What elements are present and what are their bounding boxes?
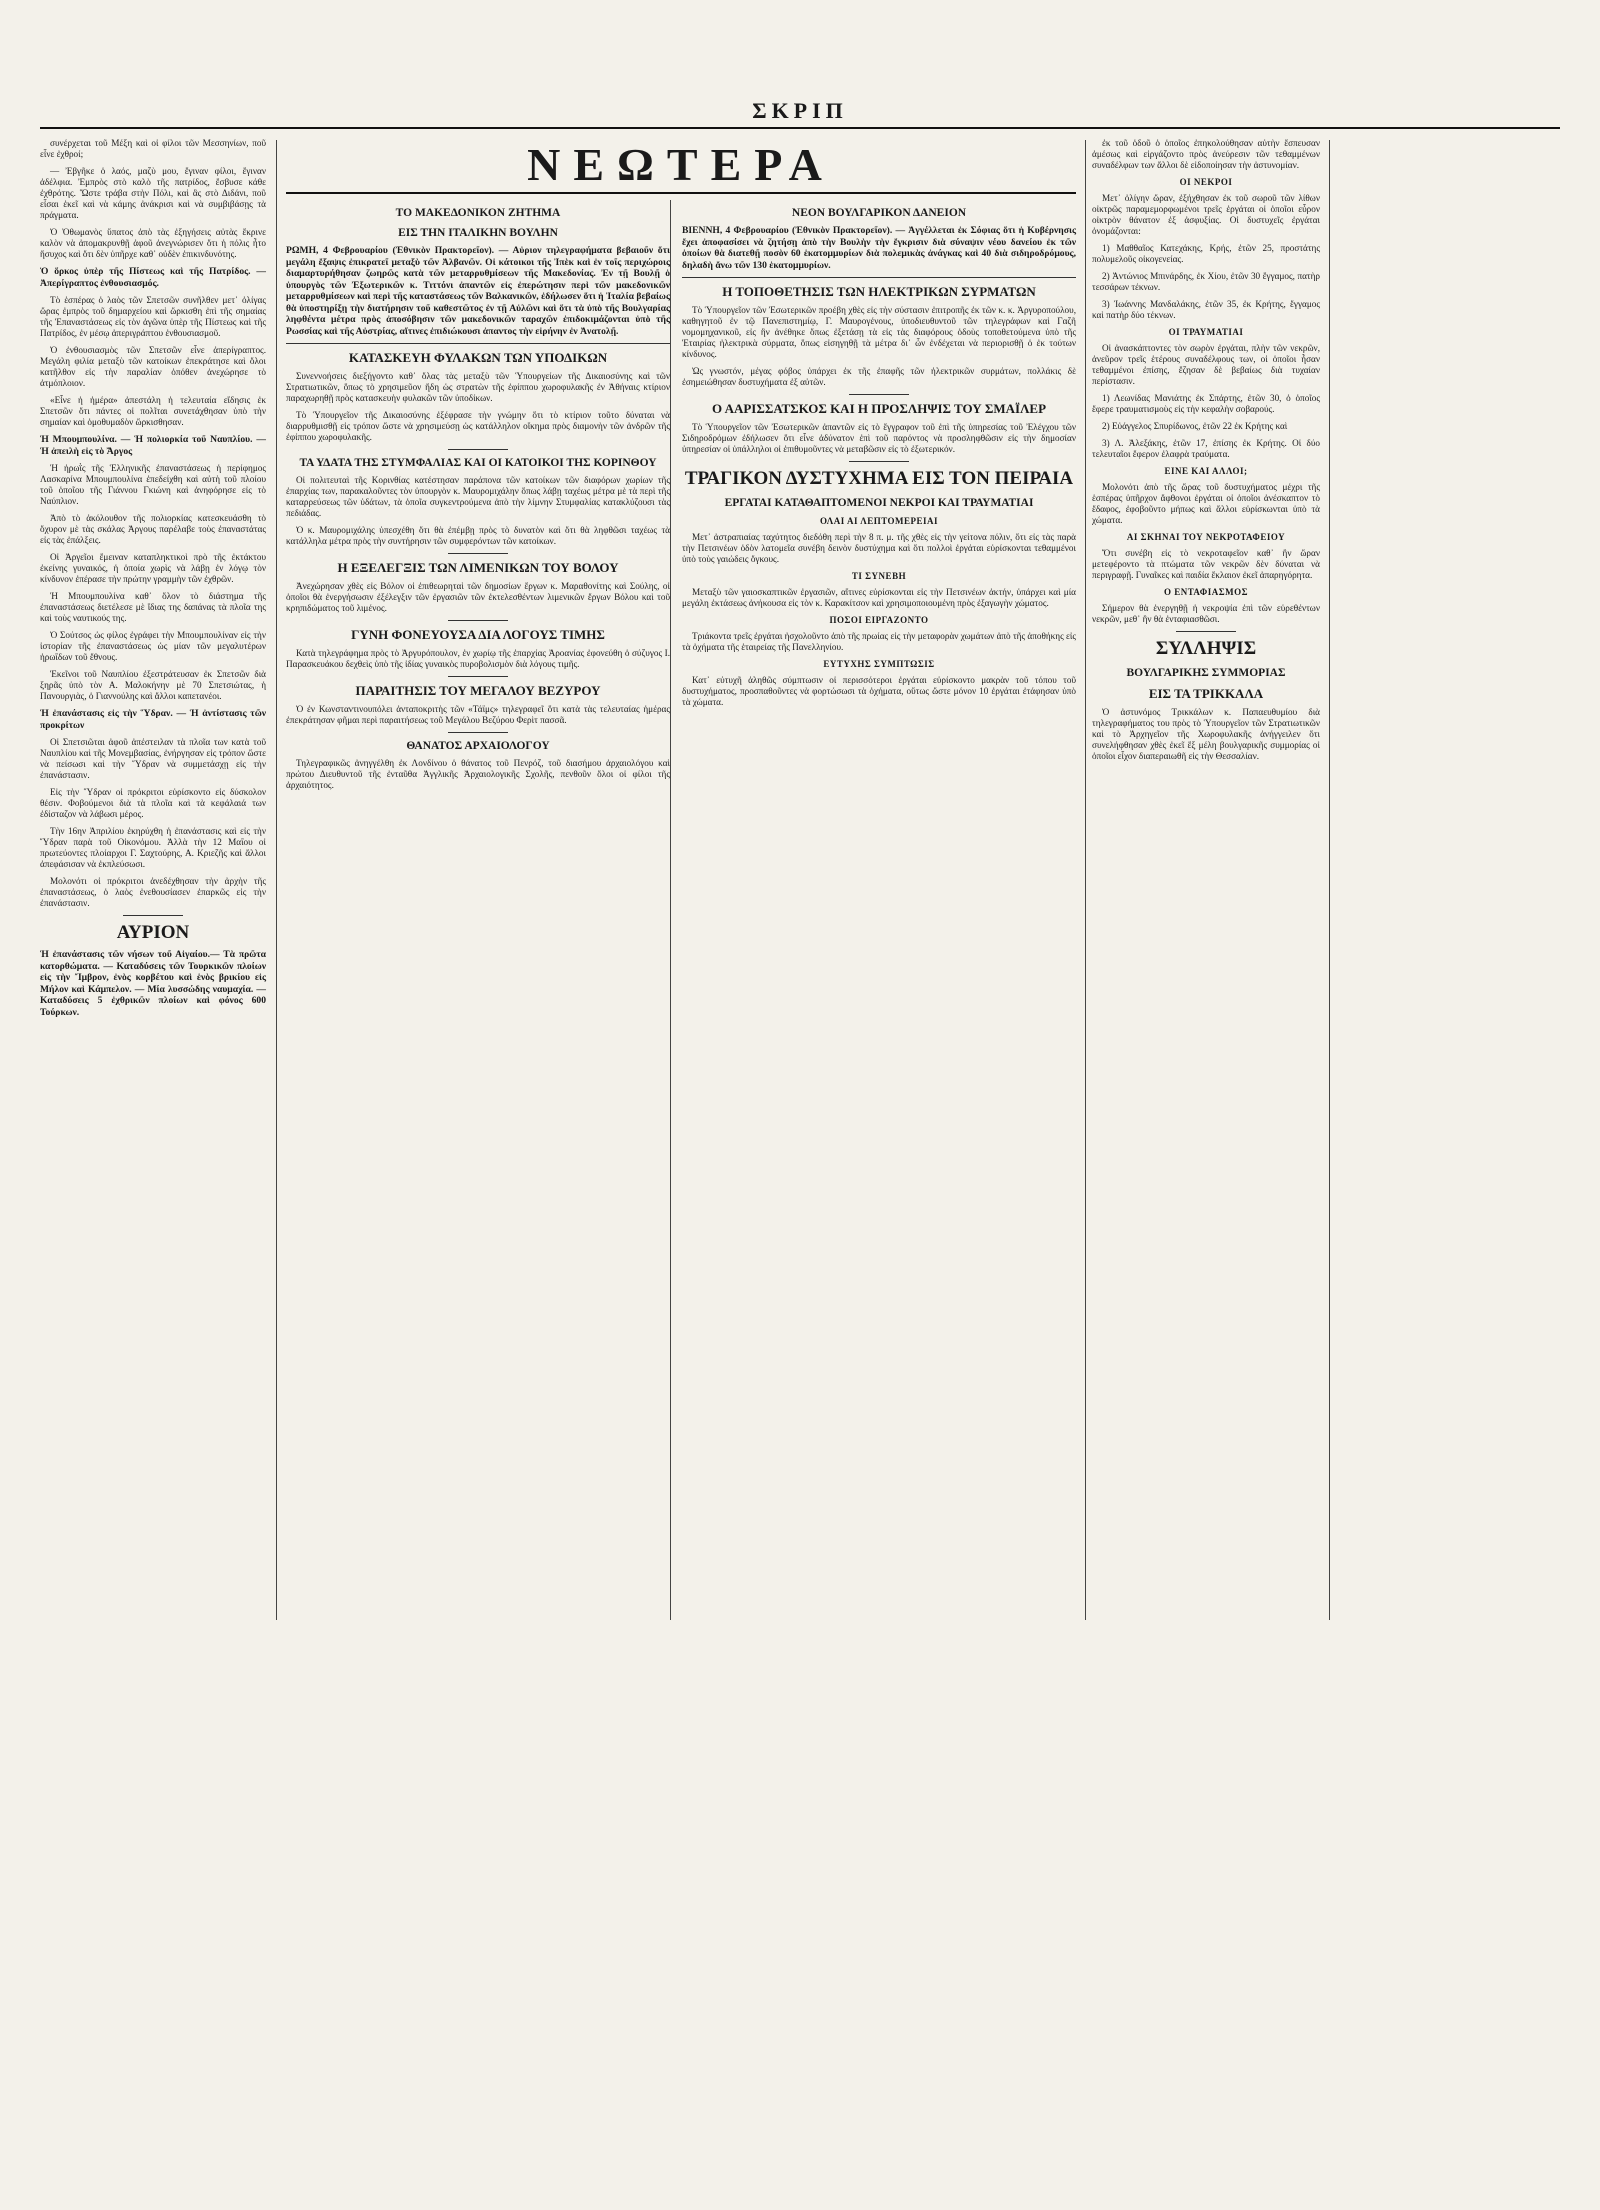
masthead bbox=[40, 98, 1560, 128]
article-paragraph: Μετ᾽ ἀστραπιαίας ταχύτητος διεδόθη περὶ τὴν 8 π. μ. τῆς χθὲς εἰς τὴν γείτονα πόλιν, ὅτι εἰς τὰς παρὰ τὴν Πετσινέων ὁδὸν λατομεῖα συνέβη δεινὸν δυστύχημα καὶ ὅτι πολλοὶ ἐργάται εὑρίσκονται τεθαμμένοι ὑπὸ τοὺς γαιώδεις ὄγκους. bbox=[682, 532, 1076, 564]
article-paragraph: Τηλεγραφικῶς ἀνηγγέλθη ἐκ Λονδίνου ὁ θάνατος τοῦ Πενρόζ, τοῦ διασήμου ἀρχαιολόγου καὶ πρώτου Διευθυντοῦ τῆς ἐνταῦθα Ἀγγλικῆς Ἀρχαιολογικῆς Σχολῆς, πενθοῦν ὅλοι οἱ φίλοι τῆς ἀρχαιότητος. bbox=[286, 758, 670, 790]
headline: ΤΙ ΣΥΝΕΒΗ bbox=[851, 571, 907, 581]
article-paragraph: Μολονότι οἱ πρόκριτοι ἀνεδέχθησαν τὴν ἀρχὴν τῆς ἐπαναστάσεως, ὁ λαὸς ἐνεθουσίασεν ἐπαρκῶς εἰς τὴν ἐπανάστασιν. bbox=[40, 876, 266, 908]
tomorrow-heading: ΑΥΡΙΟΝ bbox=[116, 922, 190, 943]
headline: ΕΡΓΑΤΑΙ ΚΑΤΑΘΑΠΤΟΜΕΝΟΙ ΝΕΚΡΟΙ ΚΑΙ ΤΡΑΥΜΑΤΙΑΙ bbox=[724, 497, 1034, 509]
section-divider bbox=[682, 277, 1076, 278]
headline: ΠΟΣΟΙ ΕΙΡΓΑΖΟΝΤΟ bbox=[829, 615, 929, 625]
article-paragraph: Ὅτι συνέβη εἰς τὸ νεκροταφεῖον καθ᾽ ἣν ὥραν μετεφέροντο τὰ πτώματα τῶν νεκρῶν δὲν δύναται νὰ περιγραφῇ. Γυναῖκες καὶ παιδία ἔκλαιον ἐκεῖ ἀπαρηγόρητα. bbox=[1092, 548, 1320, 580]
neotera-section bbox=[286, 138, 1076, 790]
article-paragraph: Ὁ κ. Μαυρομιχάλης ὑπεσχέθη ὅτι θὰ ἐπέμβῃ πρὸς τὸ δυνατὸν καὶ ὅτι θὰ ληφθῶσι ταχέως τὰ κατάλληλα μέτρα πρὸς τὴν συντήρησιν τῶν συμφερόντων τῶν κατοίκων. bbox=[286, 525, 670, 546]
article-paragraph: Ὁ ἀστυνόμος Τρικκάλων κ. Παπαευθυμίου διὰ τηλεγραφήματος του πρὸς τὸ Ὑπουργεῖον τῶν Στρατιωτικῶν καὶ τὸ Ἀρχηγεῖον τῆς Χωροφυλακῆς ἀνήγγειλεν ὅτι συνελήφθησαν χθὲς ἐκεῖ ἕξ μέλη βουλγαρικῆς συμμορίας οἱ ὁποῖοι εἶχον διαπεραιωθῆ εἰς τὴν Θεσσαλίαν. bbox=[1092, 707, 1320, 761]
article-paragraph: Ἐκεῖνοι τοῦ Ναυπλίου ἐξεστράτευσαν ἐκ Σπετσῶν διὰ ξηρᾶς ὑπὸ τὸν Α. Μαλοκήνην μὲ 70 Σπετσιώτας, ἡ Πανουργιὰς, ὁ Γιαννούλης καὶ ἄλλοι καπετανέοι. bbox=[40, 669, 266, 701]
telegram-lead: ΡΩΜΗ, 4 Φεβρουαρίου (Ἐθνικὸν Πρακτορεῖον). — Αὐριον τηλεγραφήματα βεβαιοῦν ὅτι μεγάλη ἔξαψις ἐπικρατεῖ μεταξὺ τῶν Ἀλβανῶν. Οἱ κάτοικοι τῆς Ἰπὲκ καὶ ἐν τοῖς περιχώροις διαμαρτυρήθησαν ζωηρῶς κατὰ τῶν μεταρρυθμίσεων τῆς Μακεδονίας. Ἐν τῇ Βουλῇ ὁ ὑπουργὸς τῶν Ἐξωτερικῶν κ. Τιττόνι ἀπαντῶν εἰς ἐπερώτησιν περὶ τῶν μακεδονικῶν μεταρρυθμίσεων καὶ περὶ τῆς καταστάσεως τῶν Βαλκανικῶν, ἐδήλωσεν ὅτι ἡ Ἰταλία βεβαίως θὰ ὑποστηρίξῃ τὴν διατήρησιν τοῦ καθεστῶτος ἐν τῇ Αὐλῶνι καὶ ὅτι τὰ ὑπὸ τῆς Βουλγαρίας ληφθέντα μέτρα πρὸς ἀποσόβησιν τῶν μακεδονικῶν ταραχῶν ἐπιδοκιμάζονται ὑπὸ τῆς Ρωσσίας καὶ τῆς Αὐστρίας, αἵτινες ἐπιδιώκουσι ἀπαντος τὴν εἰρήνην ἐν Ἀνατολῇ. bbox=[286, 245, 670, 337]
section-divider bbox=[448, 449, 508, 450]
article-paragraph: Τὴν 16ην Ἀπριλίου ἐκηρύχθη ἡ ἐπανάστασις καὶ εἰς τὴν Ὕδραν παρὰ τοῦ Οἰκονόμου. Ἀλλὰ τὴν 12 Μαΐου οἱ πρωτεύοντες πλοίαρχοι Γ. Σαχτούρης, Α. Κριεζῆς καὶ ἄλλοι ἀπεφάσισαν νὰ ἐκπλεύσωσι. bbox=[40, 826, 266, 869]
column-rule bbox=[670, 200, 671, 1620]
headline: Ο ΕΝΤΑΦΙΑΣΜΟΣ bbox=[1164, 587, 1248, 597]
headline: ΕΙΝΕ ΚΑΙ ΑΛΛΟΙ; bbox=[1164, 466, 1248, 476]
article-paragraph: Ἡ Μπουμπουλίνα καθ᾽ ὅλον τὸ διάστημα τῆς ἐπαναστάσεως διετέλεσε μὲ ἴδιας της δαπάνας τὰ πλοῖα της καὶ τοὺς ναυτικούς της. bbox=[40, 591, 266, 623]
headline: Η ΕΞΕΛΕΓΞΙΣ ΤΩΝ ΛΙΜΕΝΙΚΩΝ ΤΟΥ ΒΟΛΟΥ bbox=[337, 560, 619, 575]
masthead-title: ΣΚΡΙΠ bbox=[752, 98, 848, 123]
headline: ΕΙΣ ΤΗΝ ΙΤΑΛΙΚΗΝ ΒΟΥΛΗΝ bbox=[398, 227, 558, 239]
headline: ΟΙ ΝΕΚΡΟΙ bbox=[1179, 177, 1233, 187]
headline: ΟΙ ΤΡΑΥΜΑΤΙΑΙ bbox=[1168, 327, 1244, 337]
list-item: 1) Λεωνίδας Μανιάτης ἐκ Σπάρτης, ἐτῶν 30, ὁ ὁποῖος ἔφερε τραυματισμοὺς εἰς τὴν κεφαλὴν σοβαρούς. bbox=[1092, 393, 1320, 414]
article-paragraph: ἐκ τοῦ ὁδοῦ ὁ ὁποῖος ἐπηκολούθησαν αὐτὴν ἔσπευσαν ἀμέσως καὶ εἰργάζοντο πρὸς ἀνεύρεσιν τῶν τεθαμμένων συναδέλφων των ἄλλοι δὲ εἰδοποίησαν τὴν ἀστυνομίαν. bbox=[1092, 138, 1320, 170]
list-item: 1) Μαθθαῖος Κατεχάκης, Κρής, ἐτῶν 25, προστάτης πολυμελοῦς οἰκογενείας. bbox=[1092, 243, 1320, 264]
headline: Ο ΑΑΡΙΣΣΑΤΣΚΟΣ ΚΑΙ Η ΠΡΟΣΛΗΨΙΣ ΤΟΥ ΣΜΑΪΛΕΡ bbox=[711, 401, 1047, 416]
column-1 bbox=[40, 138, 266, 1024]
article-paragraph: Ὁ ἐνθουσιασμὸς τῶν Σπετσῶν εἶνε ἀπερίγραπτος. Μεγάλη φιλία μεταξὺ τῶν κατοίκων ἐπεκράτησε καὶ ὅλοι κατῆλθον εἰς τὴν παραλίαν ὁπόθεν ἀνεχώρησε τὸ ἀτμόπλοιον. bbox=[40, 345, 266, 388]
article-paragraph: Συνεννοήσεις διεξήγοντο καθ᾽ ὅλας τὰς μεταξὺ τῶν Ὑπουργείων τῆς Δικαιοσύνης καὶ τῶν Στρατιωτικῶν, ὅπως τὸ χρησιμεῦον ἤδη ὡς στρατὼν τῆς ἐφίππου χωροφυλακῆς ἐν Ἀθήναις κτίριον παραχωρηθῇ πρὸς κατασκευὴν φυλακῶν τῶν ὑποδίκων. bbox=[286, 371, 670, 403]
article-paragraph: Τὸ Ὑπουργεῖον τῶν Ἐσωτερικῶν ἀπαντῶν εἰς τὸ ἔγγραφον τοῦ ἐπὶ τῆς ὑπηρεσίας τοῦ Ἐλέγχου τῶν Σιδηροδρόμων ἐδήλωσεν ὅτι εἶνε ἀδύνατον ἐπὶ τοῦ παρόντος νὰ προσληφθῶσιν εἰς τὴν δημοσίαν ὑπηρεσίαν οἱ ὑπάλληλοι οἱ ἐπιθυμοῦντες νὰ μεταβῶσιν εἰς τὸ ἐξωτερικόν. bbox=[682, 422, 1076, 454]
headline: ΤΑ ΥΔΑΤΑ ΤΗΣ ΣΤΥΜΦΑΛΙΑΣ ΚΑΙ ΟΙ ΚΑΤΟΙΚΟΙ ΤΗΣ ΚΟΡΙΝΘΟΥ bbox=[299, 457, 657, 469]
tomorrow-teaser: Ἡ ἐπανάστασις τῶν νήσων τοῦ Αἰγαίου.— Τὰ πρῶτα κατορθώματα. — Καταδύσεις τῶν Τουρκικῶν πλοίων εἰς τὴν Ἴμβρον, ἐνὸς κορβέτου καὶ ἑνὸς βρικίου εἰς Μήλον καὶ Κάμπελον. — Μία λυσσώδης ναυμαχία. — Καταδύσεις 5 ἐχθρικῶν πλοίων καὶ φόνος 600 Τούρκων. bbox=[40, 949, 266, 1018]
section-divider bbox=[286, 343, 670, 344]
column-rule bbox=[276, 140, 277, 1620]
masthead-rule bbox=[40, 127, 1560, 129]
article-paragraph: Τὸ ἑσπέρας ὁ λαὸς τῶν Σπετσῶν συνῆλθεν μετ᾽ ὀλίγας ὥρας ἐμπρὸς τοῦ δημαρχείου καὶ ὥρκισθη ἐπὶ τῆς σημαίας τῆς Ἐπαναστάσεως εἰς τὸν ἀγῶνα ὑπὲρ τῆς Πίστεως καὶ τῆς Πατρίδος, ἐν μέσῳ ἀπεριγράπτου ἐνθουσιασμοῦ. bbox=[40, 295, 266, 338]
article-paragraph: Μεταξὺ τῶν γαιοσκαπτικῶν ἐργασιῶν, αἵτινες εὑρίσκονται εἰς τὴν Πετσινέων ἀκτήν, ὑπάρχει καὶ μία μεγάλη ἐκτάσεως ἀνήκουσα εἰς τὸν κ. Καρακίτσον καὶ χρησιμοποιουμένη πρὸς ἐξαγωγὴν χώματος. bbox=[682, 587, 1076, 608]
column-rule bbox=[1329, 140, 1330, 1620]
article-paragraph: — Ἐβγῆκε ὁ λαός, μαζὺ μου, ἔγιναν φίλοι, ἔγιναν ἀδέλφια. Ἐμπρὸς στὸ καλὸ τῆς πατρίδος, ἔσβυσε κάθε ἐχθρότης. Ὥστε τράβα στὴν Πόλι, καὶ ἂς στὸ Διδάνι, ποῦ εἶσαι ἐκεῖ καὶ νὰ κάμης ἀνάκρισι καὶ νὰ συμβιβάσῃς τὰ πράγματα. bbox=[40, 166, 266, 220]
article-paragraph: Κατ᾽ εὐτυχῆ ἀληθῶς σύμπτωσιν οἱ περισσότεροι ἐργάται εὑρίσκοντο μακρὰν τοῦ τόπου τοῦ δυστυχήματος, προσπαθοῦντες νὰ φορτώσωσι τὰ ὀχήματα, οὕτως ὥστε μόνον 10 ἐργάται ἐτάφησαν ὑπὸ τὰ χώματα. bbox=[682, 675, 1076, 707]
article-paragraph: Ἡ ἡρωῒς τῆς Ἑλληνικῆς ἐπαναστάσεως ἡ περίφημος Λασκαρίνα Μπουμπουλίνα ἐπεδείχθη καὶ αὐτὴ τοῦ πλοίου τοῦ ὁποῖου τῆς Γιάννου Γκιώνη καὶ ἀνηφόρησε εἰς τὸ Ναύπλιον. bbox=[40, 463, 266, 506]
article-paragraph: Οἱ ἀνασκάπτοντες τὸν σωρὸν ἐργάται, πλὴν τῶν νεκρῶν, ἀνεῦρον τρεῖς ἑτέρους συναδέλφους των, οἱ ὁποῖοι ἦσαν τεθαμμένοι ἐπίσης, ἔζησαν δὲ βεβαίως διὰ τυχαίαν περίστασιν. bbox=[1092, 343, 1320, 386]
article-paragraph: Ὡς γνωστόν, μέγας φόβος ὑπάρχει ἐκ τῆς ἐπαφῆς τῶν ἠλεκτρικῶν συρμάτων, πολλάκις δὲ ἐσημειώθησαν δυστυχήματα ἐξ αὐτῶν. bbox=[682, 366, 1076, 387]
headline: ΝΕΟΝ ΒΟΥΛΓΑΡΙΚΟΝ ΔΑΝΕΙΟΝ bbox=[791, 207, 967, 219]
newspaper-page bbox=[40, 0, 1560, 2210]
section-divider bbox=[849, 461, 909, 462]
section-divider bbox=[123, 915, 183, 916]
article-paragraph: Ὁ Ὀθωμανὸς ὕπατος ἀπὸ τὰς ἐξηγήσεις αὐτὰς ἔκρινε καλὸν νὰ ἀπομακρυνθῇ ἀφοῦ ἀνεγνώρισεν ὅτι ἡ πόλις ἦτο ἥσυχος καὶ ὅτι δὲν ὑπῆρχε καθ᾽ οὐδὲν ἐπικινδυνότης. bbox=[40, 227, 266, 259]
article-paragraph: Τριάκοντα τρεῖς ἐργάται ἠσχολοῦντο ἀπὸ τῆς πρωίας εἰς τὴν μεταφορὰν χωμάτων ἀπὸ τῆς ἀποθήκης εἰς τὰ ὀχήματα τῆς ἑταιρείας τῆς Πανελληνίου. bbox=[682, 631, 1076, 652]
bold-subheading: Ὁ ὅρκος ὑπὲρ τῆς Πίστεως καὶ τῆς Πατρίδος. — Ἀπερίγραπτος ἐνθουσιασμός. bbox=[40, 266, 266, 289]
section-divider bbox=[448, 553, 508, 554]
article-paragraph: Ἀπὸ τὸ ἀκόλουθον τῆς πολιορκίας κατεσκευάσθη τὸ ὄχυρον μὲ τὰς σκάλας Ἀργους παρέλαβε τοὺς ἐπαναστάτας εἰς τὰς ἐπάλξεις. bbox=[40, 513, 266, 545]
headline: ΒΟΥΛΓΑΡΙΚΗΣ ΣΥΜΜΟΡΙΑΣ bbox=[1126, 667, 1286, 679]
column-rule bbox=[1085, 140, 1086, 1620]
headline: ΠΑΡΑΙΤΗΣΙΣ ΤΟΥ ΜΕΓΑΛΟΥ ΒΕΖΥΡΟΥ bbox=[355, 683, 601, 698]
neotera-right-column bbox=[682, 200, 1076, 714]
article-paragraph: Σήμερον θὰ ἐνεργηθῇ ἡ νεκροψία ἐπὶ τῶν εὑρεθέντων νεκρῶν, μεθ᾽ ἣν θὰ ἐνταφιασθῶσι. bbox=[1092, 603, 1320, 624]
list-item: 3) Λ. Ἀλεξάκης, ἐτῶν 17, ἐπίσης ἐκ Κρήτης. Οἱ δύο τελευταῖοι ἔφερον ἐλαφρὰ τραύματα. bbox=[1092, 438, 1320, 459]
headline: ΤΡΑΓΙΚΟΝ ΔΥΣΤΥΧΗΜΑ ΕΙΣ ΤΟΝ ΠΕΙΡΑΙΑ bbox=[684, 468, 1074, 489]
headline: ΤΟ ΜΑΚΕΔΟΝΙΚΟΝ ΖΗΤΗΜΑ bbox=[395, 207, 561, 219]
neotera-left-column bbox=[286, 200, 670, 797]
headline: ΚΑΤΑΣΚΕΥΗ ΦΥΛΑΚΩΝ ΤΩΝ ΥΠΟΔΙΚΩΝ bbox=[348, 350, 608, 365]
headline: ΟΛΑΙ ΑΙ ΛΕΠΤΟΜΕΡΕΙΑΙ bbox=[819, 516, 939, 526]
article-paragraph: Οἱ Σπετσιῶται ἀφοῦ ἀπέστειλαν τὰ πλοῖα των κατὰ τοῦ Ναυπλίου καὶ τῆς Μονεμβασίας, ἐνήργησαν εἰς τρόπον ὥστε νὰ πείσωσι καὶ τὴν Ὕδραν νὰ συμμετάσχῃ εἰς τὴν ἐπανάστασιν. bbox=[40, 737, 266, 780]
headline: Η ΤΟΠΟΘΕΤΗΣΙΣ ΤΩΝ ΗΛΕΚΤΡΙΚΩΝ ΣΥΡΜΑΤΩΝ bbox=[722, 284, 1036, 299]
headline: ΓΥΝΗ ΦΟΝΕΥΟΥΣΑ ΔΙΑ ΛΟΓΟΥΣ ΤΙΜΗΣ bbox=[351, 627, 605, 642]
section-divider bbox=[849, 394, 909, 395]
article-paragraph: «Εἶνε ἡ ἡμέρα» ἀπεστάλη ἡ τελευταία εἴδησις ἐκ Σπετσῶν ὅτι πάντες οἱ πολῖται συνετάχθησαν ὑπὸ τὴν σημαίαν καὶ ὁμοθυμαδὸν ὥρκισθησαν. bbox=[40, 395, 266, 427]
article-paragraph: Οἱ πολιτευταὶ τῆς Κορινθίας κατέστησαν παράπονα τῶν κατοίκων τῶν διαφόρων χωρίων τῆς ἐπαρχίας των, παρακαλοῦντες τὸν ὑπουργὸν κ. Μαυρομιχάλην ὅπως λάβῃ ταχέως μέτρα μὲ τὰ περὶ τῆς καταρρεύσεως τῶν ὑδάτων, τὰ ὁποῖα συγκεντρούμενα ἀπὸ τὴν λίμνην Στυμφαλίας κατακλύζουσι τὰς πεδιάδας. bbox=[286, 475, 670, 518]
list-item: 3) Ἰωάννης Μανδαλάκης, ἐτῶν 35, ἐκ Κρήτης, ἔγγαμος καὶ πατὴρ δύο τέκνων. bbox=[1092, 299, 1320, 320]
article-paragraph: συνέρχεται τοῦ Μέξη καὶ οἱ φίλοι τῶν Μεσσηνίων, ποῦ εἶνε ἐχθροί; bbox=[40, 138, 266, 159]
section-divider bbox=[448, 732, 508, 733]
section-divider bbox=[448, 676, 508, 677]
headline: ΕΥΤΥΧΗΣ ΣΥΜΠΤΩΣΙΣ bbox=[823, 659, 935, 669]
article-paragraph: Εἰς τὴν Ὕδραν οἱ πρόκριτοι εὑρίσκοντο εἰς δύσκολον θέσιν. Φοβούμενοι διὰ τὰ πλοῖα καὶ τὰ κεφάλαιά των ἐδίσταζον νὰ λάβωσι μέρος. bbox=[40, 787, 266, 819]
article-paragraph: Ὁ ἐν Κωνσταντινουπόλει ἀνταποκριτὴς τῶν «Τάϊμς» τηλεγραφεῖ ὅτι κατὰ τὰς τελευταίας ἡμέρας ἐπεκράτησαν φῆμαι περὶ παραιτήσεως τοῦ Μεγάλου Βεζύρου Φερὶτ πασσᾶ. bbox=[286, 704, 670, 725]
neotera-banner: ΝΕΩΤΕΡΑ bbox=[286, 138, 1076, 194]
article-paragraph: Ὁ Σούτσος ὡς φίλος ἐγράφει τὴν Μπουμπουλίναν εἰς τὴν ἱστορίαν τῆς ἐπαναστάσεως ὡς μίαν τῶν μεγαλυτέρων ἡρωΐδων τοῦ ἔθνους. bbox=[40, 630, 266, 662]
column-4 bbox=[1092, 138, 1320, 768]
headline: ΘΑΝΑΤΟΣ ΑΡΧΑΙΟΛΟΓΟΥ bbox=[406, 740, 550, 752]
article-paragraph: Οἱ Ἀργεῖοι ἔμειναν καταπληκτικοὶ πρὸ τῆς ἐκτάκτου ἐκείνης γυναικός, ἡ ὁποία χωρὶς νὰ λάβῃ ἐν λόγῳ τὸν κίνδυνον ἐπέρασε τὴν πρώτην γραμμὴν τῶν ἐχθρῶν. bbox=[40, 552, 266, 584]
headline: ΕΙΣ ΤΑ ΤΡΙΚΚΑΛΑ bbox=[1148, 686, 1264, 701]
list-item: 2) Εὐάγγελος Σπυρίδωνος, ἐτῶν 22 ἐκ Κρήτης καὶ bbox=[1102, 421, 1288, 431]
bold-subheading: Ἡ Μπουμπουλίνα. — Ἡ πολιορκία τοῦ Ναυπλίου. — Ἡ ἀπειλὴ εἰς τὸ Ἄργος bbox=[40, 434, 266, 457]
section-divider bbox=[1176, 631, 1236, 632]
section-divider bbox=[448, 620, 508, 621]
article-paragraph: Ἀνεχώρησαν χθὲς εἰς Βόλον οἱ ἐπιθεωρηταὶ τῶν δημοσίων ἔργων κ. Μαραθονίτης καὶ Σούλης, οἱ ὁποῖοι θὰ ἐνεργήσωσιν ἐξέλεγξιν τῶν ἐργασιῶν τῶν ἐκτελεσθέντων λιμενικῶν ἔργων Βόλου καὶ τοῦ κρηπιδώματος τοῦ λιμένος. bbox=[286, 581, 670, 613]
list-item: 2) Ἀντώνιος Μπινάρδης, ἐκ Χίου, ἐτῶν 30 ἔγγαμος, πατὴρ τεσσάρων τέκνων. bbox=[1092, 271, 1320, 292]
headline: ΣΥΛΛΗΨΙΣ bbox=[1155, 638, 1257, 659]
article-paragraph: Μολονότι ἀπὸ τῆς ὥρας τοῦ δυστυχήματος μέχρι τῆς ἑσπέρας ὑπῆρχον ἄφθονοι ἐργάται οἱ ὁποῖοι ἀνέσκαπτον τὸ ἔδαφος, ἐφοβοῦντο μήπως καὶ ἄλλοι εὑρίσκωνται ὑπὸ τὰ χώματα. bbox=[1092, 482, 1320, 525]
article-paragraph: Κατὰ τηλεγράφημα πρὸς τὸ Ἀργυρόπουλον, ἐν χωρίῳ τῆς ἐπαρχίας Ἀροανίας ἐφονεύθη ὁ σύζυγος Ι. Παρασκευάκου δεχθεὶς ὑπὸ τῆς ἰδίας γυναικὸς πυροβολισμὸν διὰ λόγους τιμῆς. bbox=[286, 648, 670, 669]
telegram-lead: ΒΙΕΝΝΗ, 4 Φεβρουαρίου (Ἐθνικὸν Πρακτορεῖον). — Ἀγγέλλεται ἐκ Σόφιας ὅτι ἡ Κυβέρνησις ἔχει ἀποφασίσει νὰ ζητήσῃ ἀπὸ τὴν Βουλὴν τὴν ἔγκρισιν διὰ σύναψιν νέου δανείου ἐκ τῶν ὁποίων θὰ διατεθῇ ποσὸν 60 ἑκατομμυρίων διὰ πολεμικὰς ἀνάγκας καὶ 40 διὰ σιδηροδρόμους, δηλαδὴ ἄνω τῶν 130 ἑκατομμυρίων. bbox=[682, 225, 1076, 271]
article-paragraph: Μετ᾽ ὀλίγην ὥραν, ἐξήχθησαν ἐκ τοῦ σωροῦ τῶν λίθων οἰκτρῶς παραμεμορφωμένοι τρεῖς ἐργάται οἱ ὁποῖοι εὗρον οἰκτρὸν θάνατον ἐξ ἀσφυξίας. Οἱ δυστυχεῖς ἐργάται ὀνομάζονται: bbox=[1092, 193, 1320, 236]
bold-subheading: Ἡ ἐπανάστασις εἰς τὴν Ὕδραν. — Ἡ ἀντίστασις τῶν προκρίτων bbox=[40, 708, 266, 731]
headline: ΑΙ ΣΚΗΝΑΙ ΤΟΥ ΝΕΚΡΟΤΑΦΕΙΟΥ bbox=[1126, 532, 1286, 542]
article-paragraph: Τὸ Ὑπουργεῖον τῆς Δικαιοσύνης ἐξέφρασε τὴν γνώμην ὅτι τὸ κτίριον τοῦτο δύναται νὰ διαρρυθμισθῇ εἰς τρόπον ὥστε νὰ χρησιμεύσῃ ὡς κατάλληλον οἴκημα πρὸς διαμονὴν τῶν ἀνδρῶν τῆς ἐφίππου χωροφυλακῆς. bbox=[286, 410, 670, 442]
article-paragraph: Τὸ Ὑπουργεῖον τῶν Ἐσωτερικῶν προέβη χθὲς εἰς τὴν σύστασιν ἐπιτροπῆς ἐκ τῶν κ. κ. Ἀργυροπούλου, καθηγητοῦ ἐν τῷ Πανεπιστημίῳ, Γ. Μαυρογένους, ὑποδιευθυντοῦ τῶν τηλεγράφων καὶ Γαζῆ νομομηχανικοῦ, εἰς ἣν ἀνέθηκε ὅπως ἐξετάσῃ τὰ εἰς τὰς διαφόρους ὁδοὺς τοποθετούμενα ὑπὸ τῆς Ἑταιρίας ἠλεκτρικὰ σύρματα, ὅπως εἰσηγηθῇ τὰ μέτρα δι᾽ ὧν ἐνδέχεται νὰ περιορισθῇ ὁ ἐκ τούτων κίνδυνος. bbox=[682, 305, 1076, 359]
